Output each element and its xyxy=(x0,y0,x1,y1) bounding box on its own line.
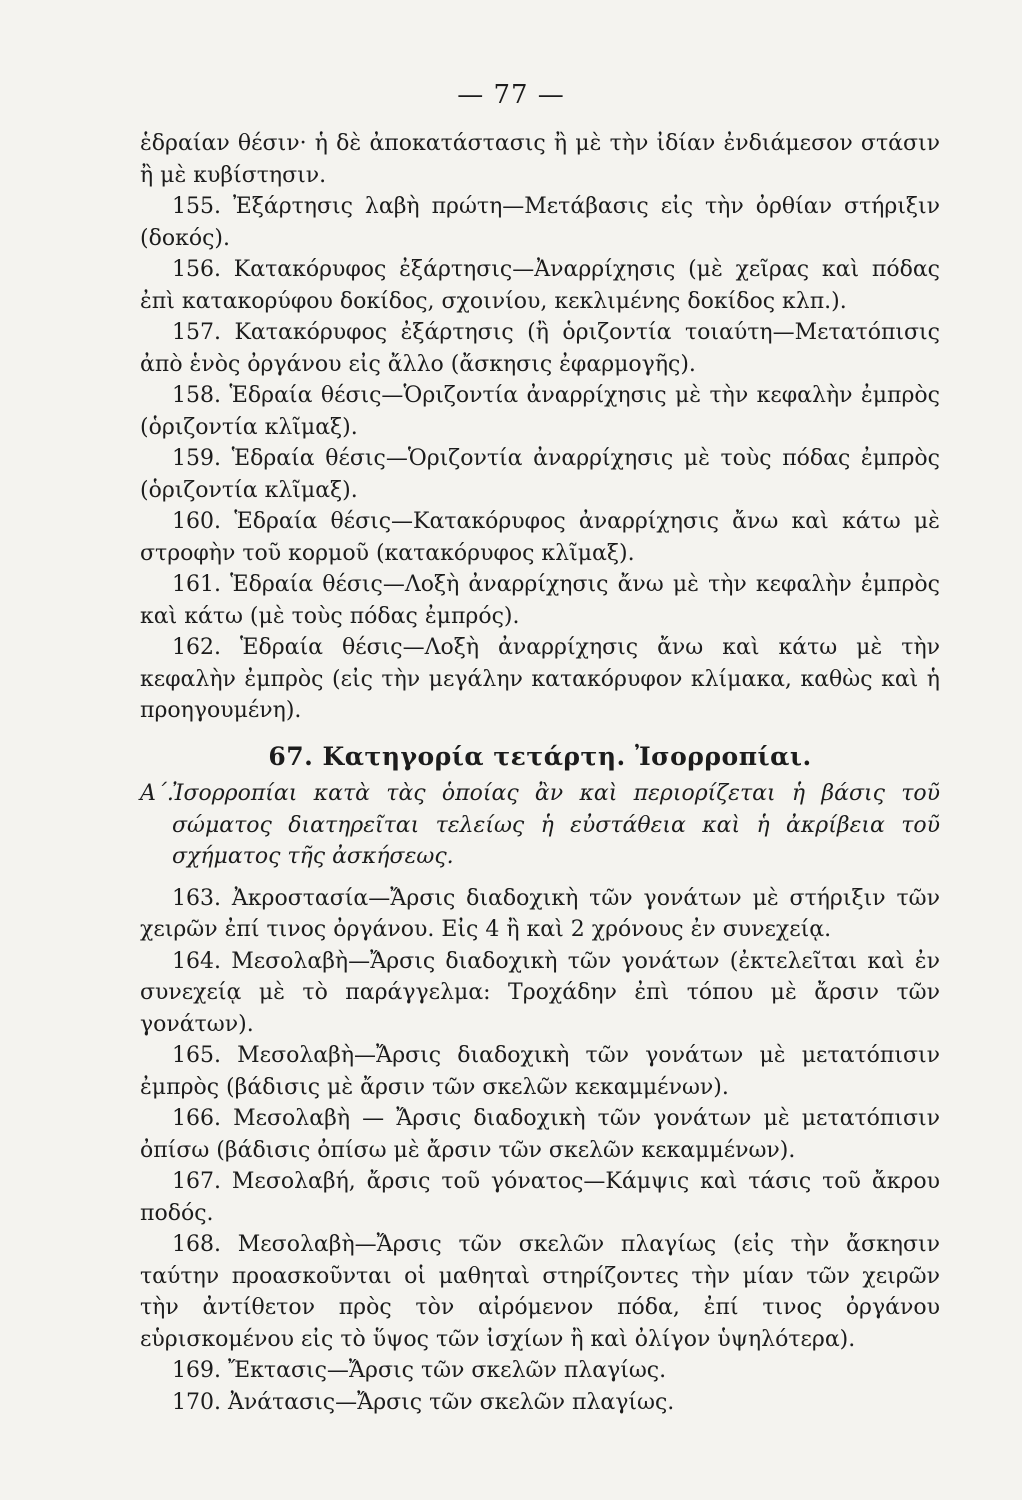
entry-155: 155. Ἐξάρτησις λαβὴ πρώτη—Μετάβασις εἰς τὴν ὀρθίαν στήριξιν (δοκός). xyxy=(140,194,940,251)
entry-list-part2 xyxy=(140,883,940,1419)
entry-159: 159. Ἑδραία θέσις—Ὁριζοντία ἀναρρίχησις μὲ τοὺς πόδας ἐμπρὸς (ὁριζοντία κλῖμαξ). xyxy=(140,446,940,503)
entry-163: 163. Ἀκροστασία—Ἄρσις διαδοχικὴ τῶν γονάτων μὲ στήριξιν τῶν χειρῶν ἐπί τινος ὀργάνου. Εἰς 4 ἢ καὶ 2 χρόνους ἐν συνεχείᾳ. xyxy=(140,885,940,942)
subsection-letter: Α΄. xyxy=(140,781,174,806)
entry-156: 156. Κατακόρυφος ἐξάρτησις—Ἀναρρίχησις (μὲ χεῖρας καὶ πόδας ἐπὶ κατακορύφου δοκίδος, σχοινίου, κεκλιμένης δοκίδος κλπ.). xyxy=(140,257,940,314)
page-number: — 77 — xyxy=(457,80,565,110)
entry-164: 164. Μεσολαβὴ—Ἄρσις διαδοχικὴ τῶν γονάτων (ἐκτελεῖται καὶ ἐν συνεχείᾳ μὲ τὸ παράγγελμα: Τροχάδην ἐπὶ τόπου μὲ ἄρσιν τῶν γονάτων). xyxy=(140,948,940,1037)
entry-170: 170. Ἀνάτασις—Ἄρσις τῶν σκελῶν πλαγίως. xyxy=(172,1389,675,1415)
entry-161: 161. Ἑδραία θέσις—Λοξὴ ἀναρρίχησις ἄνω μὲ τὴν κεφαλὴν ἐμπρὸς καὶ κάτω (μὲ τοὺς πόδας ἐμπρός). xyxy=(140,572,940,629)
entry-160: 160. Ἑδραία θέσις—Κατακόρυφος ἀναρρίχησις ἄνω καὶ κάτω μὲ στροφὴν τοῦ κορμοῦ (κατακόρυφος κλῖμαξ). xyxy=(140,509,940,566)
entry-157: 157. Κατακόρυφος ἐξάρτησις (ἢ ὁριζοντία τοιαύτη—Μετατόπισις ἀπὸ ἑνὸς ὀργάνου εἰς ἄλλο (ἄσκησις ἐφαρμογῆς). xyxy=(140,320,940,377)
entry-168: 168. Μεσολαβὴ—Ἄρσις τῶν σκελῶν πλαγίως (εἰς τὴν ἄσκησιν ταύτην προασκοῦνται οἱ μαθηταὶ στηρίζοντες τὴν μίαν τῶν χειρῶν τὴν ἀντίθετον πρὸς τὸν αἰρόμενον πόδα, ἐπί τινος ὀργάνου εὑρισκομένου εἰς τὸ ὕψος τῶν ἰσχίων ἢ καὶ ὀλίγον ὑψηλότερα). xyxy=(140,1232,940,1352)
intro-paragraph: ἑδραίαν θέσιν· ἡ δὲ ἀποκατάστασις ἢ μὲ τὴν ἰδίαν ἐνδιάμεσον στάσιν ἢ μὲ κυβίστησιν. xyxy=(140,131,940,188)
subsection-text: Ἰσορροπίαι κατὰ τὰς ὁποίας ἂν καὶ περιορίζεται ἡ βάσις τοῦ σώματος διατηρεῖται τελείως ἡ εὐστάθεια καὶ ἡ ἀκρίβεια τοῦ σχήματος τῆς ἀσκήσεως. xyxy=(172,781,940,869)
entry-166: 166. Μεσολαβὴ — Ἄρσις διαδοχικὴ τῶν γονάτων μὲ μετατόπισιν ὀπίσω (βάδισις ὀπίσω μὲ ἄρσιν τῶν σκελῶν κεκαμμένων). xyxy=(140,1106,940,1163)
entry-165: 165. Μεσολαβὴ—Ἄρσις διαδοχικὴ τῶν γονάτων μὲ μετατόπισιν ἐμπρὸς (βάδισις μὲ ἄρσιν τῶν σκελῶν κεκαμμένων). xyxy=(140,1043,940,1100)
entry-167: 167. Μεσολαβή, ἄρσις τοῦ γόνατος—Κάμψις καὶ τάσις τοῦ ἄκρου ποδός. xyxy=(140,1169,940,1226)
entry-list-part1 xyxy=(140,191,940,727)
entry-158: 158. Ἑδραία θέσις—Ὁριζοντία ἀναρρίχησις μὲ τὴν κεφαλὴν ἐμπρὸς (ὁριζοντία κλῖμαξ). xyxy=(140,383,940,440)
entry-169: 169. Ἔκτασις—Ἄρσις τῶν σκελῶν πλαγίως. xyxy=(172,1358,667,1383)
subsection-a xyxy=(140,778,940,873)
entry-162: 162. Ἑδραία θέσις—Λοξὴ ἀναρρίχησις ἄνω καὶ κάτω μὲ τὴν κεφαλὴν ἐμπρὸς (εἰς τὴν μεγάλην κατακόρυφον κλίμακα, καθὼς καὶ ἡ προηγουμένη). xyxy=(140,635,940,723)
page-body xyxy=(140,128,940,1418)
section-heading: 67. Κατηγορία τετάρτη. Ἰσορροπίαι. xyxy=(268,741,812,771)
